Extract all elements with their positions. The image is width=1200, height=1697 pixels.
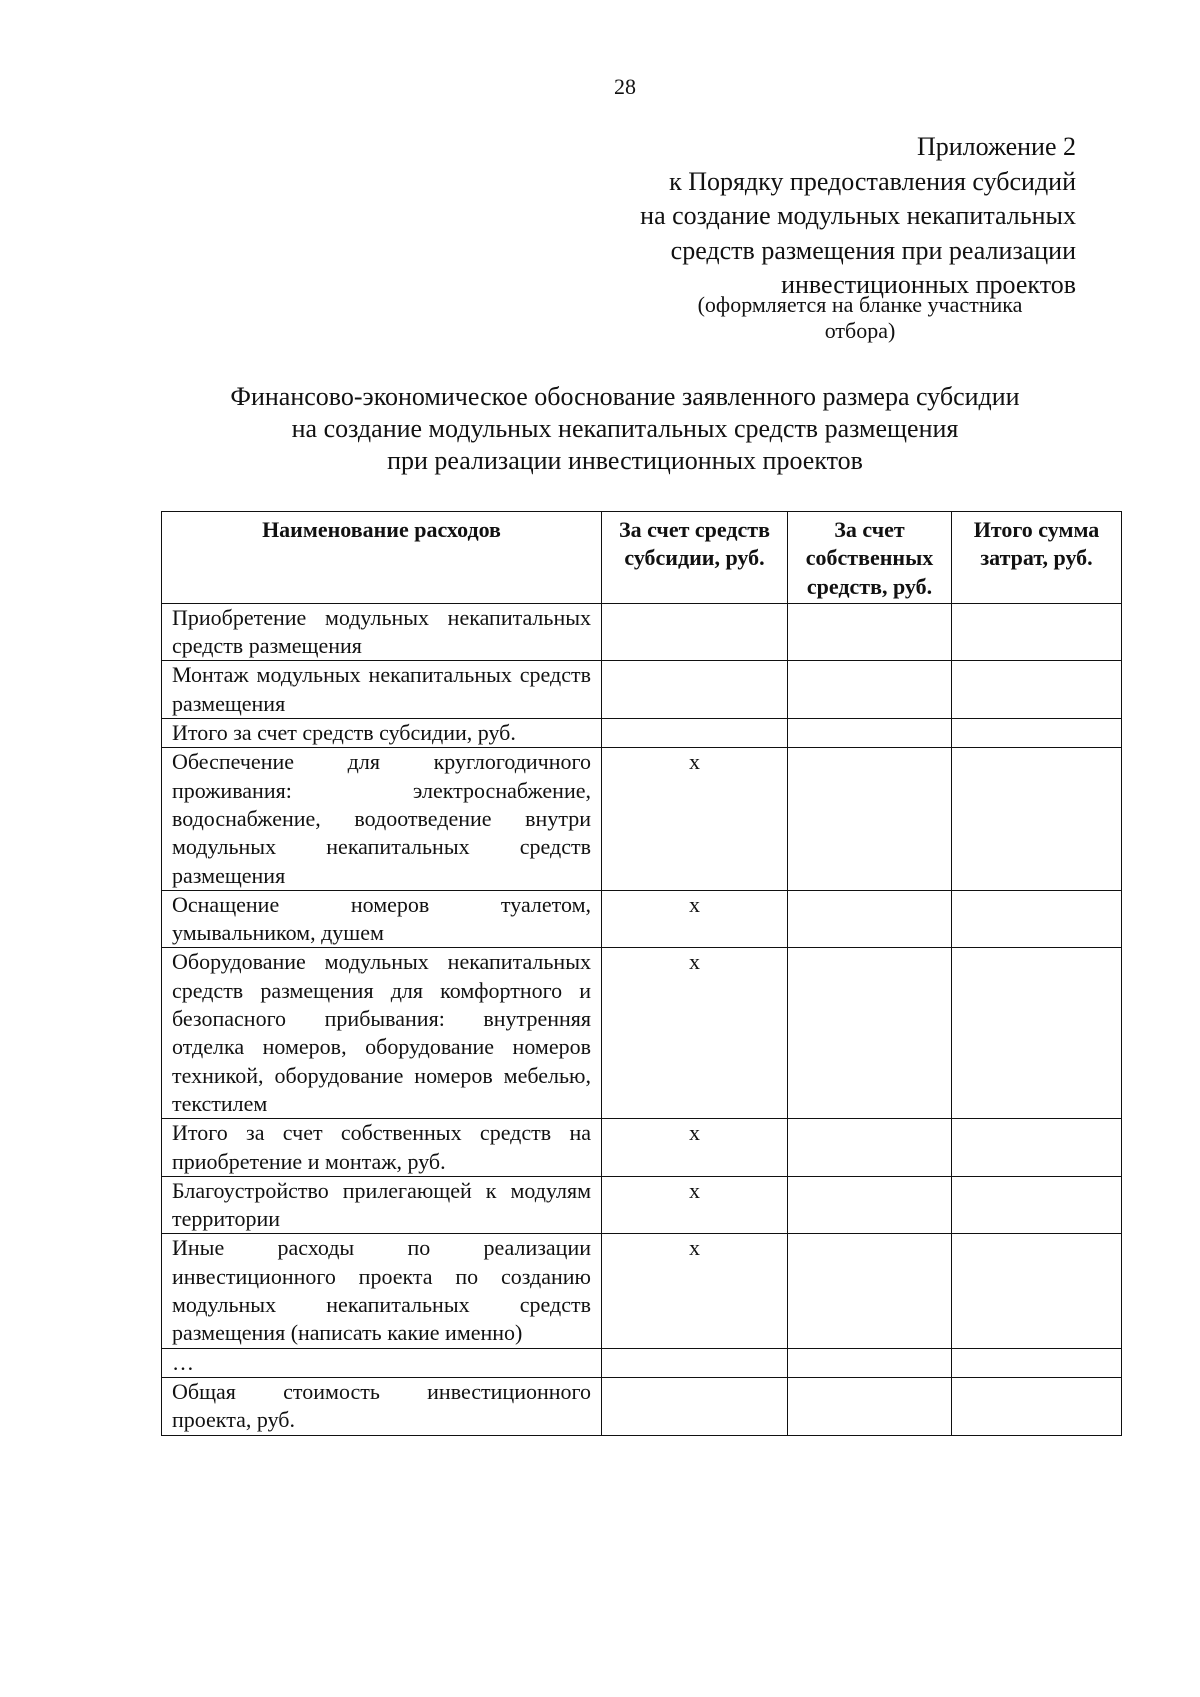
table-row bbox=[162, 603, 1122, 661]
own-funds-cell bbox=[788, 1348, 952, 1377]
document-title bbox=[100, 381, 1150, 477]
appendix-line: Приложение 2 bbox=[916, 132, 1076, 161]
own-funds-cell bbox=[788, 1377, 952, 1435]
table-row bbox=[162, 948, 1122, 1119]
expense-name-cell: Обеспечение для круглогодичного проживания: электроснабжение, водоснабжение, водоотведение внутри модульных некапитальных средств размещения bbox=[162, 748, 602, 890]
subsidy-cell bbox=[602, 661, 788, 719]
page-number: 28 bbox=[614, 74, 636, 99]
total-cell bbox=[952, 1176, 1122, 1234]
header-own-funds: За счет собственных средств, руб. bbox=[788, 512, 952, 604]
subsidy-cell bbox=[602, 603, 788, 661]
header-expense-name: Наименование расходов bbox=[162, 512, 602, 604]
table-row bbox=[162, 1176, 1122, 1234]
table-header-row bbox=[162, 512, 1122, 604]
own-funds-cell bbox=[788, 890, 952, 948]
expense-name-cell: Общая стоимость инвестиционного проекта, руб. bbox=[162, 1377, 602, 1435]
expenses-table bbox=[161, 511, 1122, 1436]
total-cell bbox=[952, 1234, 1122, 1348]
expense-name-cell: Монтаж модульных некапитальных средств размещения bbox=[162, 661, 602, 719]
table-row bbox=[162, 719, 1122, 748]
expense-name-cell: Оборудование модульных некапитальных средств размещения для комфортного и безопасного прибывания: внутренняя отделка номеров, оборудование номеров техникой, оборудование номеров мебелью, текстилем bbox=[162, 948, 602, 1119]
subsidy-cell bbox=[602, 719, 788, 748]
own-funds-cell bbox=[788, 1176, 952, 1234]
total-cell bbox=[952, 948, 1122, 1119]
total-cell bbox=[952, 603, 1122, 661]
own-funds-cell bbox=[788, 603, 952, 661]
expense-name-cell: Оснащение номеров туалетом, умывальником, душем bbox=[162, 890, 602, 948]
appendix-heading bbox=[640, 130, 1076, 303]
appendix-line: средств размещения при реализации bbox=[670, 235, 1076, 265]
expense-name-cell: Итого за счет собственных средств на приобретение и монтаж, руб. bbox=[162, 1119, 602, 1177]
own-funds-cell bbox=[788, 948, 952, 1119]
subsidy-cell: х bbox=[602, 748, 788, 890]
document-title-line: при реализации инвестиционных проектов bbox=[387, 446, 863, 475]
header-subsidy-funds: За счет средств субсидии, руб. bbox=[602, 512, 788, 604]
table-row bbox=[162, 890, 1122, 948]
total-cell bbox=[952, 1348, 1122, 1377]
expense-name-cell: Иные расходы по реализации инвестиционного проекта по созданию модульных некапитальных средств размещения (написать какие именно) bbox=[162, 1234, 602, 1348]
total-cell bbox=[952, 748, 1122, 890]
appendix-line: на создание модульных некапитальных bbox=[640, 201, 1076, 230]
table-row bbox=[162, 1348, 1122, 1377]
document-title-line: на создание модульных некапитальных средств размещения bbox=[291, 414, 959, 443]
own-funds-cell bbox=[788, 1119, 952, 1177]
table-row bbox=[162, 1119, 1122, 1177]
own-funds-cell bbox=[788, 748, 952, 890]
subsidy-cell: х bbox=[602, 948, 788, 1119]
total-cell bbox=[952, 661, 1122, 719]
subsidy-cell: х bbox=[602, 1119, 788, 1177]
table-row bbox=[162, 661, 1122, 719]
appendix-line: инвестиционных проектов bbox=[781, 270, 1076, 299]
own-funds-cell bbox=[788, 661, 952, 719]
subsidy-cell bbox=[602, 1348, 788, 1377]
expense-name-cell: Приобретение модульных некапитальных средств размещения bbox=[162, 603, 602, 661]
expense-name-cell: Итого за счет средств субсидии, руб. bbox=[162, 719, 602, 748]
appendix-line: к Порядку предоставления субсидий bbox=[669, 166, 1076, 196]
appendix-note bbox=[660, 292, 1060, 344]
total-cell bbox=[952, 890, 1122, 948]
header-total-cost: Итого сумма затрат, руб. bbox=[952, 512, 1122, 604]
subsidy-cell: х bbox=[602, 1176, 788, 1234]
total-cell bbox=[952, 719, 1122, 748]
subsidy-cell: х bbox=[602, 1234, 788, 1348]
subsidy-cell: х bbox=[602, 890, 788, 948]
expense-name-cell: … bbox=[162, 1348, 602, 1377]
appendix-note-line: (оформляется на бланке участника bbox=[697, 292, 1023, 317]
table-row bbox=[162, 1377, 1122, 1435]
document-title-line: Финансово-экономическое обоснование заявленного размера субсидии bbox=[230, 382, 1020, 411]
own-funds-cell bbox=[788, 1234, 952, 1348]
table-row bbox=[162, 1234, 1122, 1348]
table-row bbox=[162, 748, 1122, 890]
total-cell bbox=[952, 1377, 1122, 1435]
expense-name-cell: Благоустройство прилегающей к модулям территории bbox=[162, 1176, 602, 1234]
total-cell bbox=[952, 1119, 1122, 1177]
own-funds-cell bbox=[788, 719, 952, 748]
appendix-note-line: отбора) bbox=[824, 318, 896, 343]
subsidy-cell bbox=[602, 1377, 788, 1435]
